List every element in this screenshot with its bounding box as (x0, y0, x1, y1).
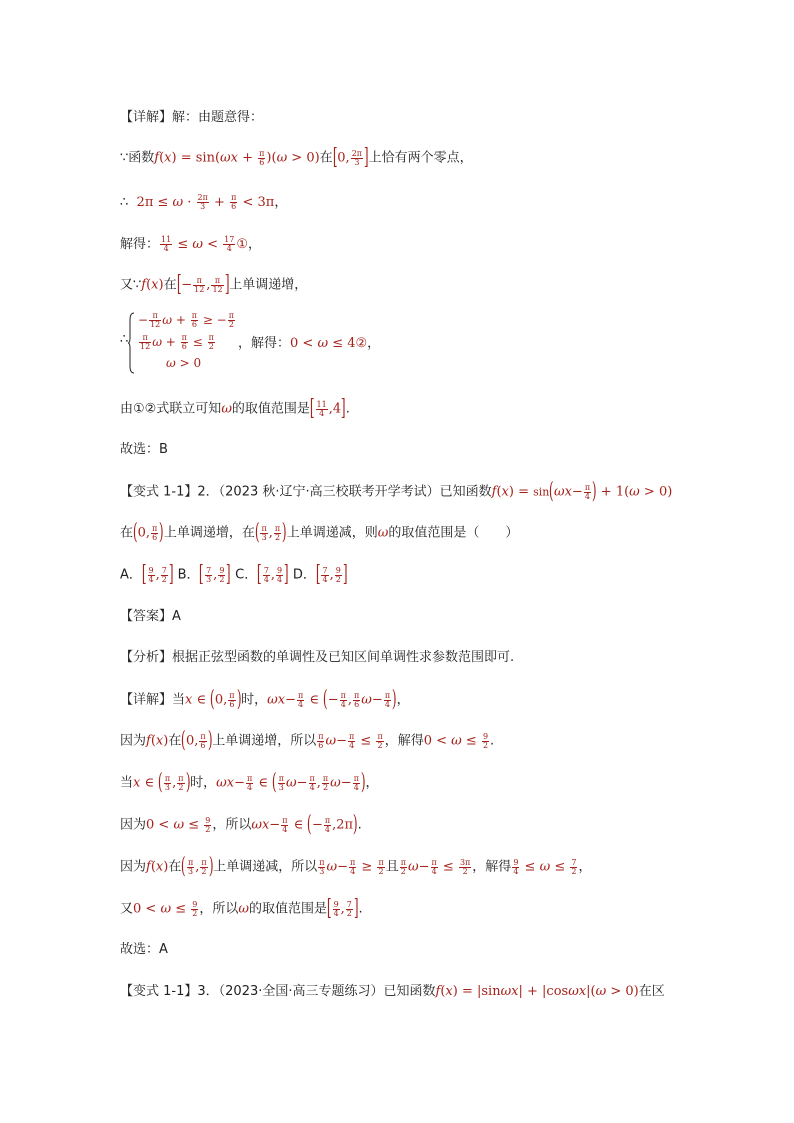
monotonic-condition-line: 又∵f(x)在[− $\frac{\pi}{12}$ , $\frac{\pi}{12}$ ]上单调递增， (120, 272, 308, 297)
option-d[interactable]: D． (292, 567, 316, 583)
problem-source: （2023·全国·高三专题练习） (218, 984, 384, 999)
problem-2-stem-cont: 在(0, $\frac{\pi}{6}$ )上单调递增，在( $\frac{\pi}{3}$ , $\frac{\pi}{2}$ )上单调递减，则ω的取值范围是（ ） (120, 520, 519, 545)
variant-tag: 【变式 1-1】 (120, 484, 198, 500)
problem-2-options: A．[ $\frac{9}{4}$ , $\frac{7}{2}$ ] B．[ $\frac{7}{3}$ , $\frac{9}{2}$ ] C．[ $\frac{7}{4}$ , $\frac{9}{4}$ ] D．[ $\frac{7}{4}$ , $\frac{9}{2}$ ] (120, 562, 348, 587)
option-c[interactable]: C． (235, 567, 258, 583)
inequality-line: ∴ 2π ≤ ω · $\frac{2\pi}{3}$ + $\frac{\pi}{6}$ < 3π， (120, 193, 288, 211)
detail-line-4: 因为0 < ω ≤ $\frac{9}{2}$ ，所以ωx− $\frac{\pi}{4}$ ∈ (− $\frac{\pi}{4}$ ,2π). (120, 812, 362, 837)
detail-line-3: 当x ∈ ( $\frac{\pi}{3}$ , $\frac{\pi}{2}$ )时，ωx− $\frac{\pi}{4}$ ∈ ( $\frac{\pi}{3}$ ω− $\frac{\pi}{4}$ , $\frac{\pi}{2}$ ω− $\frac{\pi}{4}$ )， (120, 770, 379, 795)
detail-line-1: 【详解】当x ∈ (0, $\frac{\pi}{6}$ )时，ωx− $\frac{\pi}{4}$ ∈ (− $\frac{\pi}{4}$ , $\frac{\pi}{6}$ ω− $\frac{\pi}{4}$ )， (120, 687, 410, 712)
detail-line-6: 又0 < ω ≤ $\frac{9}{2}$ ，所以ω的取值范围是[ $\frac{9}{4}$ , $\frac{7}{2}$ ]. (120, 896, 363, 921)
option-b[interactable]: B． (177, 567, 200, 583)
left-brace-icon (128, 312, 134, 374)
choice-a-line: 故选：A (120, 942, 168, 957)
detail-heading: 【详解】解：由题意得： (120, 110, 264, 125)
problem-source: （2023 秋·辽宁·高三校联考开学考试） (218, 484, 440, 500)
detail-line-2: 因为f(x)在(0, $\frac{\pi}{6}$ )上单调递增，所以 $\frac{\pi}{6}$ ω− $\frac{\pi}{4}$ ≤ $\frac{\pi}{2}$ ，解得0 < ω ≤ $\frac{9}{2}$ . (120, 728, 495, 753)
range-conclusion-line: 由①②式联立可知ω的取值范围是[ $\frac{11}{4}$ ,4]. (120, 396, 350, 421)
problem-3-stem: 【变式 1-1】3．（2023·全国·高三专题练习）已知函数f(x) = |sinωx| + |cosωx|(ω > 0)在区 (120, 984, 665, 999)
option-a[interactable]: A． (120, 567, 142, 583)
choice-b-line: 故选：B (120, 442, 168, 457)
problem-2-stem: 【变式 1-1】2．（2023 秋·辽宁·高三校联考开学考试）已知函数f(x) = sin(ωx− $\frac{\pi}{4}$ ) + 1(ω > 0) (120, 479, 673, 504)
variant-tag: 【变式 1-1】 (120, 984, 198, 999)
answer-line: 【答案】A (120, 609, 181, 624)
analysis-line: 【分析】根据正弦型函数的单调性及已知区间单调性求参数范围即可. (120, 650, 515, 665)
zero-condition-line: ∵函数f(x) = sin(ωx + $\frac{\pi}{6}$ )(ω > 0)在[0, $\frac{2\pi}{3}$ ]上恰有两个零点， (120, 145, 473, 170)
detail-line-5: 因为f(x)在( $\frac{\pi}{3}$ , $\frac{\pi}{2}$ )上单调递减，所以 $\frac{\pi}{3}$ ω− $\frac{\pi}{4}$ ≥ $\frac{\pi}{2}$ 且 $\frac{\pi}{2}$ ω− $\frac{\pi}{4}$ ≤ $\frac{3\pi}{2}$ ，解得 $\frac{9}{4}$ ≤ ω ≤ $\frac{7}{2}$ ， (120, 854, 592, 879)
solve-result-1: 解得： $\frac{11}{4}$ ≤ ω < $\frac{17}{4}$ ①， (120, 235, 262, 253)
